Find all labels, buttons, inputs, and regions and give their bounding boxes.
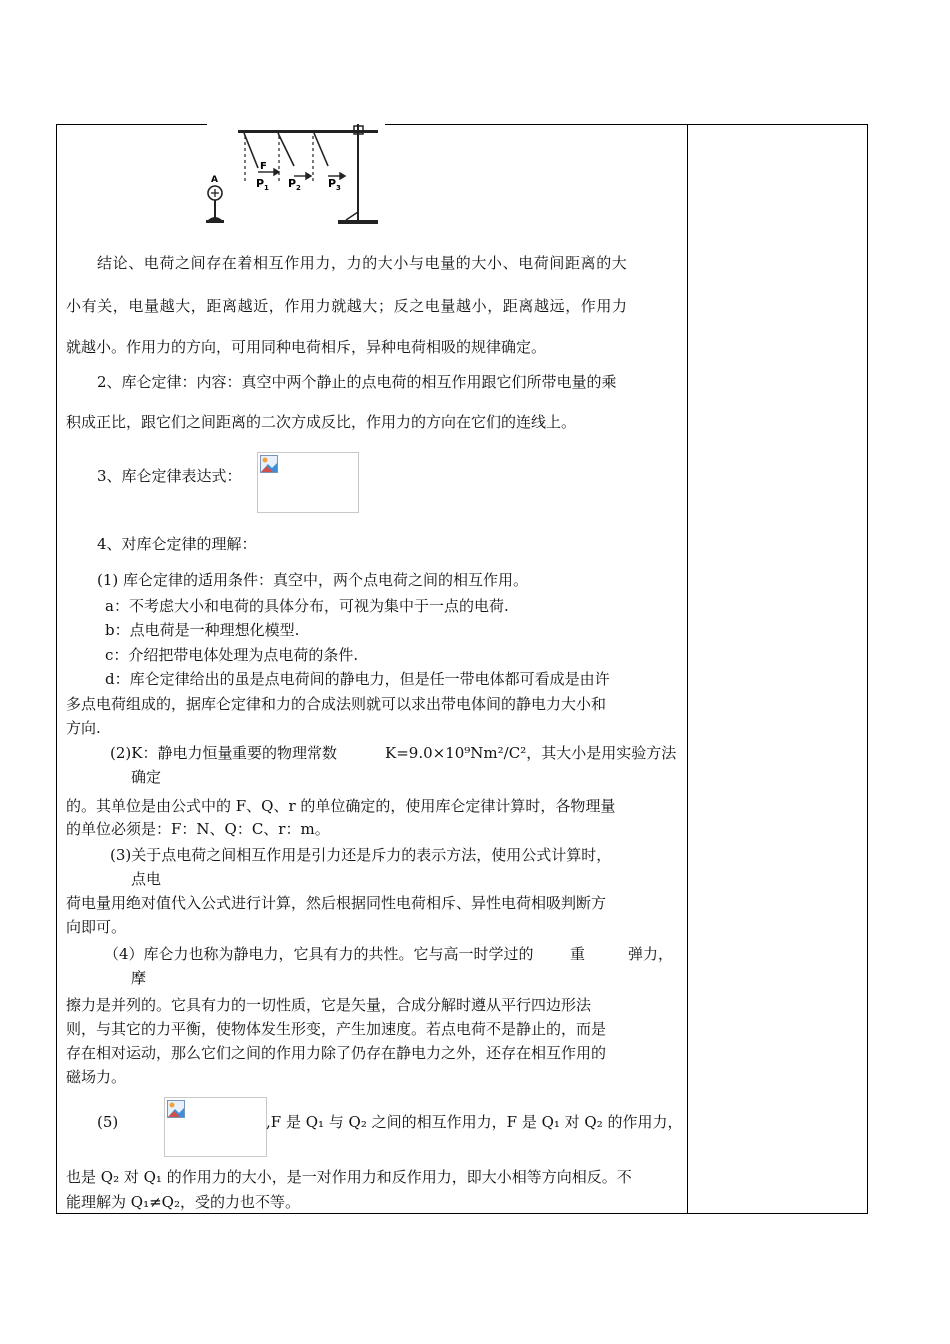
item4-line-3: 则，与其它的力平衡，使物体发生形变，产生加速度。若点电荷不是静止的，而是 <box>66 1020 607 1038</box>
item2-wrap: 确定 <box>131 768 162 786</box>
item5-line-1: ,F 是 Q₁ 与 Q₂ 之间的相互作用力，F 是 Q₁ 对 Q₂ 的作用力， <box>266 1113 683 1131</box>
expression-label: 3、库仑定律表达式： <box>97 467 242 485</box>
item2-line-2: 的。其单位是由公式中的 F、Q、r 的单位确定的，使用库仑定律计算时，各物理量 <box>66 797 616 815</box>
item4-line-1a: （4）库仑力也称为静电力，它具有力的共性。它与高一时学过的 <box>104 945 534 963</box>
coulomb-law-line-1: 2、库仑定律：内容：真空中两个静止的点电荷的相互作用跟它们所带电量的乘 <box>97 373 617 391</box>
item1-a: a：不考虑大小和电荷的具体分布，可视为集中于一点的电荷. <box>105 597 509 615</box>
item1-d-line-3: 方向. <box>66 719 101 737</box>
conclusion-line-3: 就越小。作用力的方向，可用同种电荷相斥，异种电荷相吸的规律确定。 <box>66 338 547 356</box>
figure-sub-1: 1 <box>264 184 269 192</box>
figure-label-p1: P <box>256 177 265 190</box>
figure-label-p3: P <box>328 177 337 190</box>
broken-image-icon <box>260 455 278 473</box>
item4-line-1b: 重 <box>570 945 586 963</box>
item1-c: c：介绍把带电体处理为点电荷的条件. <box>105 646 359 664</box>
item2-part-1: (2)K：静电力恒量 <box>110 744 233 762</box>
item4-wrap: 摩 <box>131 969 147 987</box>
conclusion-line-1: 结论、电荷之间存在着相互作用力，力的大小与电量的大小、电荷间距离的大 <box>97 254 628 272</box>
conclusion-line-2: 小有关，电量越大，距离越近，作用力就越大；反之电量越小，距离越远，作用力 <box>66 297 628 315</box>
formula-image-placeholder-2 <box>164 1097 267 1157</box>
item2-part-2: K=9.0×10⁹Nm²/C²，其大小是用实验方法 <box>385 744 677 762</box>
formula-image-placeholder <box>257 452 359 513</box>
item1-b: b：点电荷是一种理想化模型. <box>105 621 300 639</box>
item3-line-1: (3)关于点电荷之间相互作用是引力还是斥力的表示方法，使用公式计算时， <box>110 846 612 864</box>
figure-label-a: A <box>211 175 218 185</box>
figure-sub-3: 3 <box>336 184 341 192</box>
item4-line-5: 磁场力。 <box>66 1068 127 1086</box>
item5-number: (5) <box>97 1113 119 1131</box>
broken-image-icon <box>167 1100 185 1118</box>
coulomb-law-line-2: 积成正比，跟它们之间距离的二次方成反比，作用力的方向在它们的连线上。 <box>66 413 577 431</box>
item1-d-line-2: 多点电荷组成的，据库仑定律和力的合成法则就可以求出带电体间的静电力大小和 <box>66 695 607 713</box>
item1-title: (1) 库仑定律的适用条件：真空中，两个点电荷之间的相互作用。 <box>97 571 529 589</box>
item1-d-line-1: d：库仑定律给出的虽是点电荷间的静电力，但是任一带电体都可看成是由许 <box>105 670 610 688</box>
understanding-title: 4、对库仑定律的理解： <box>97 535 257 553</box>
figure-label-f: F <box>260 161 267 172</box>
item2-overlap: 重要的物理常数 <box>232 744 338 762</box>
figure-sub-2: 2 <box>296 184 301 192</box>
item3-line-3: 向即可。 <box>66 918 127 936</box>
column-divider <box>687 125 688 1213</box>
coulomb-experiment-figure <box>198 124 388 230</box>
item3-wrap: 点电 <box>131 870 162 888</box>
item5-line-3: 能理解为 Q₁≠Q₂，受的力也不等。 <box>66 1193 300 1211</box>
item4-line-4: 存在相对运动，那么它们之间的作用力除了仍存在静电力之外，还存在相互作用的 <box>66 1044 607 1062</box>
item5-line-2: 也是 Q₂ 对 Q₁ 的作用力的大小，是一对作用力和反作用力，即大小相等方向相反。不 <box>66 1168 632 1186</box>
figure-label-p2: P <box>288 177 297 190</box>
item2-line-3: 的单位必须是：F：N、Q：C、r：m。 <box>66 820 330 838</box>
item3-line-2: 荷电量用绝对值代入公式进行计算，然后根据同性电荷相斥、异性电荷相吸判断方 <box>66 894 607 912</box>
item4-line-1c: 弹力， <box>628 945 674 963</box>
item4-line-2: 擦力是并列的。它具有力的一切性质，它是矢量，合成分解时遵从平行四边形法 <box>66 996 592 1014</box>
